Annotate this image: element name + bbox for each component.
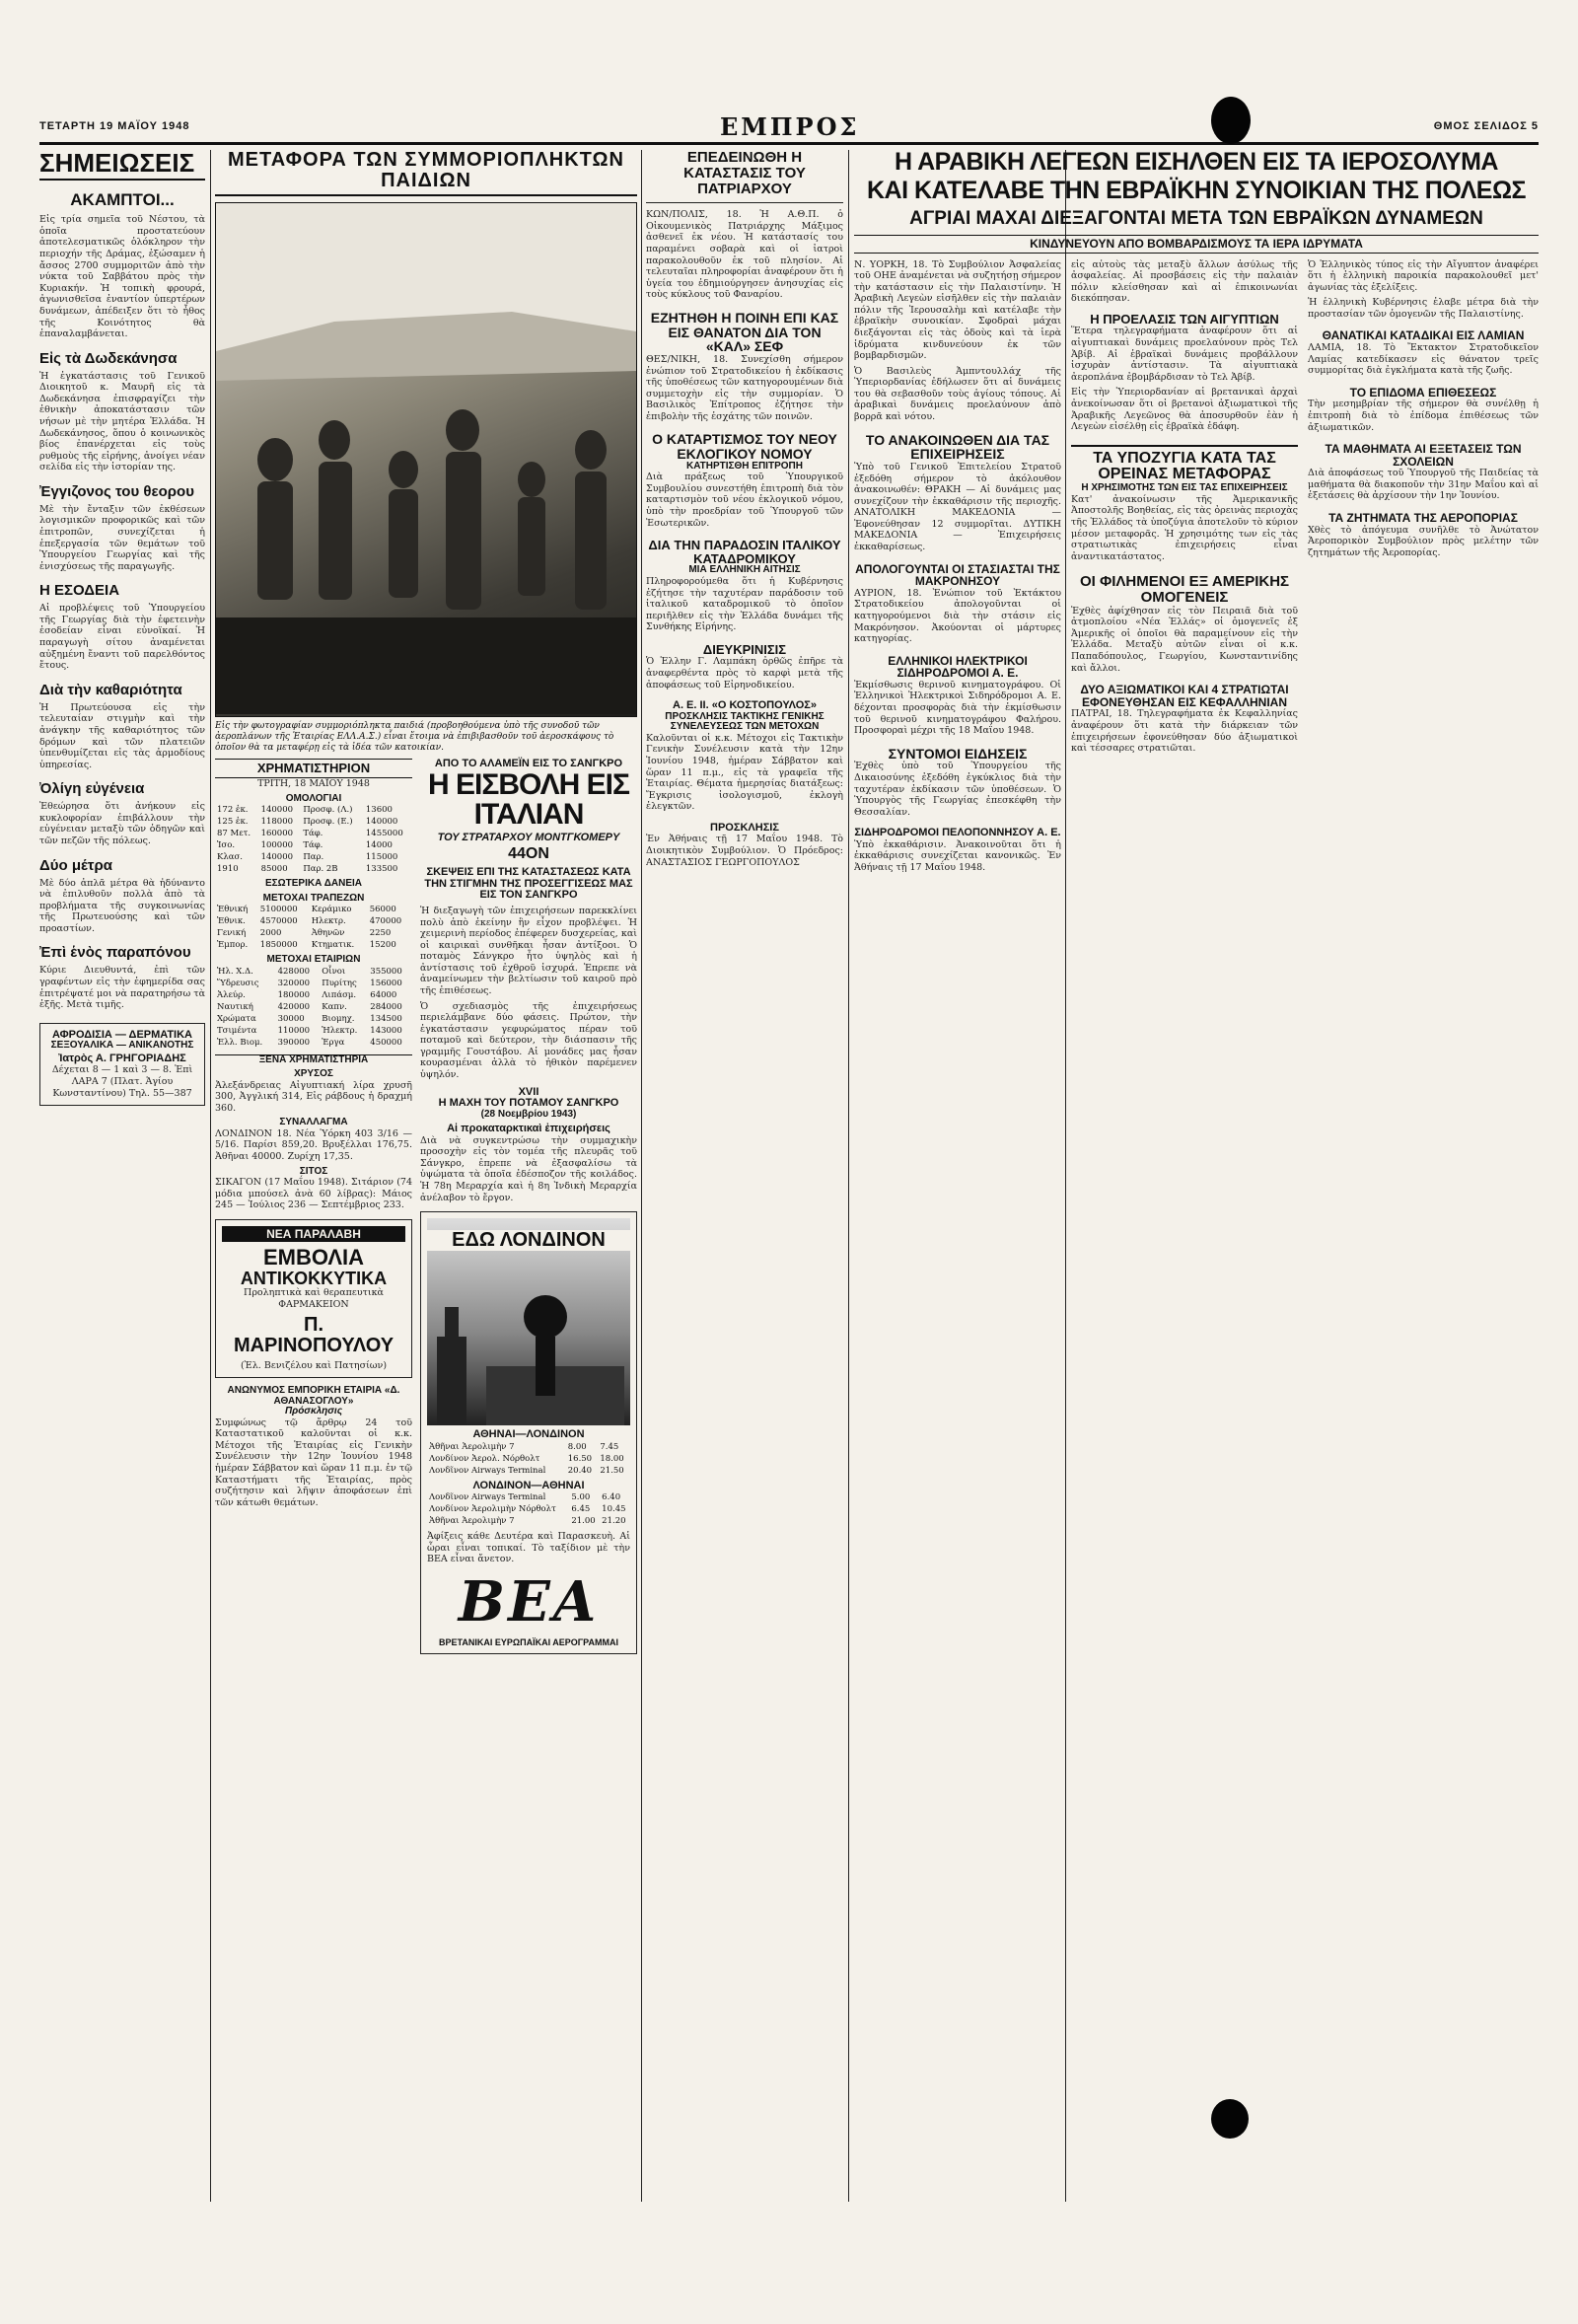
notes-text: Εἰς τρία σημεῖα τοῦ Νέστου, τὰ ὁποῖα προστατεύουν ἀποτελεσματικῶς ὁλόκληρον τὴν περιοχήν τῆς Δράμας, ἐξώσαμεν ἡ ἄσσος 2700 συμμοριτῶν ἀπὸ τὴν νύκτα τοῦ Σαββάτου πρὸς τὴν Κυριακήν. Ἡ τοπικὴ φρουρά, ἀγωνισθεῖσα ἐναντίον ὑπερτέρων δυνάμεων, ἀπέδειξεν ὅτι τὸ ἦθος τῆς Κοινότητος θὰ ἐπαναλαμβάνεται.: [39, 214, 205, 340]
company-row-cell: 284000: [370, 1001, 402, 1012]
egypt-text: Εἰς τὴν Ὑπεριορδανίαν αἱ βρετανικαὶ ἀρχαὶ ἀνεκοίνωσαν ὅτι οἱ βρετανοὶ ἀξιωματικοὶ τῆς Ἀραβικῆς Λεγεῶνος θὰ ἀποσυρθοῦν ἐὰν ἡ Λεγεὼν εἰσέλθῃ εἰς ἑβραϊκὰ ἐδάφη.: [1071, 387, 1298, 433]
rule: [646, 202, 843, 203]
column-palestine: [854, 150, 1539, 2202]
bond-row-cell: 140000: [260, 805, 294, 816]
palestine-text: Ἡ ἑλληνικὴ Κυβέρνησις ἐλαβε μέτρα διὰ τὴν προστασίαν τῶν ὁμογενῶν τῆς Παλαιστίνης.: [1308, 297, 1539, 320]
bank-row: [215, 927, 412, 939]
schedule-row-cell: 7.45: [600, 1441, 619, 1452]
montgomery-section-date: (28 Νοεμβρίου 1943): [480, 1108, 577, 1120]
bond-row-cell: 160000: [260, 829, 294, 839]
company-row-cell: 64000: [370, 989, 397, 1000]
ink-blot: [1211, 2099, 1249, 2139]
montgomery-text: Ἡ διεξαγωγὴ τῶν ἐπιχειρήσεων παρεκκλίνει πολὺ ἀπὸ ἐκείνην ἣν εἶχον προβλέψει. Ἡ χειμερινὴ περίοδος ἐπέφερεν δυσχερείας, καὶ οἱ καιρικαὶ συνθῆκαι ἦσαν ἀντίξοοι. Ὁ ποταμὸς Σάνγκρο ἦτο ὑψηλὸς καὶ ἡ ἀντίστασις τοῦ ἐχθροῦ ἰσχυρά. Ἐπρεπε νὰ ἀναμείνωμεν τὴν βελτίωσιν τοῦ καιροῦ πρὸ τῆς ἐπιθέσεως.: [420, 905, 637, 996]
schedule-row: [427, 1465, 630, 1477]
montgomery-deck: ΣΚΕΨΕΙΣ ΕΠΙ ΤΗΣ ΚΑΤΑΣΤΑΣΕΩΣ ΚΑΤΑ ΤΗΝ ΣΤΙΓΜΗΝ ΤΗΣ ΠΡΟΣΕΓΓΙΣΕΩΣ ΜΑΣ ΕΙΣ ΤΟΝ ΣΑΝΓΚΡΟ: [424, 866, 633, 902]
company-row-cell: 110000: [277, 1025, 311, 1036]
vaccine-ad-head1: ΕΜΒΟΛΙΑ: [262, 1245, 365, 1271]
palestine-col-b: [1071, 259, 1298, 874]
bond-row-cell: 13600: [365, 805, 393, 816]
bourse-banks-title: ΜΕΤΟΧΑΙ ΤΡΑΠΕΖΩΝ: [262, 892, 365, 904]
egypt-text: Ἕτερα τηλεγραφήματα ἀναφέρουν ὅτι αἱ αἰγυπτιακαὶ δυνάμεις προελαύνουν πρὸς Τελ Ἀβίβ. Αἱ ἑβραϊκαὶ δυνάμεις προβάλλουν ἰσχυρὰν ἀντίστασιν. Τὰ αἰγυπτιακὰ ἀεροπλάνα ἐβομβάρδισαν τὸ Τελ Ἀβίβ.: [1071, 326, 1298, 383]
bea-ad-title: ΕΔΩ ΛΟΝΔΙΝΟΝ: [427, 1230, 630, 1251]
bond-row-cell: 133500: [365, 864, 398, 875]
montgomery-kicker: ΑΠΟ ΤΟ ΑΛΑΜΕΪΝ ΕΙΣ ΤΟ ΣΑΝΓΚΡΟ: [434, 758, 623, 770]
montgomery-section-title: Η ΜΑΧΗ ΤΟΥ ΠΟΤΑΜΟΥ ΣΑΝΓΚΡΟ: [438, 1097, 619, 1110]
company-row: [215, 1025, 412, 1037]
bank-row-cell: Ἐθνική: [217, 905, 249, 915]
bond-row-cell: 118000: [260, 817, 294, 828]
children-photo: [215, 202, 637, 717]
communique-headline: ΤΟ ΑΝΑΚΟΙΝΩΘΕΝ ΔΙΑ ΤΑΣ ΕΠΙΧΕΙΡΗΣΕΙΣ: [865, 431, 1050, 463]
peloponnese-headline: ΣΙΔΗΡΟΔΡΟΜΟΙ ΠΕΛΟΠΟΝΝΗΣΟΥ Α. Ε.: [854, 827, 1061, 839]
banks-table: [215, 904, 412, 951]
bea-logo: BEA: [458, 1569, 600, 1635]
schedule-row-cell: Λονδῖνον Airways Terminal: [429, 1465, 546, 1476]
expatriates-text: Ἐχθὲς ἀφίχθησαν εἰς τὸν Πειραιᾶ διὰ τοῦ ἀτμοπλοίου «Νέα Ἑλλάς» οἱ ὁμογενεῖς ἐξ Ἀμερικῆς οἱ ὁποῖοι θὰ παραμείνουν εἰς τὴν Ἑλλάδα. Μεταξὺ αὐτῶν εἶναι οἱ κ.κ. Παπαδόπουλος, Γεωργίου, Κωνσταντινίδης καὶ ἄλλοι.: [1071, 605, 1298, 674]
palestine-headline-2: ΚΑΙ ΚΑΤΕΛΑΒΕ ΤΗΝ ΕΒΡΑΪΚΗΝ ΣΥΝΟΙΚΙΑΝ ΤΗΣ ΠΟΛΕΩΣ: [866, 177, 1527, 204]
bonds-table: [215, 804, 412, 875]
bank-row-cell: Γενική: [217, 928, 247, 939]
schedule-row-cell: Ἀθῆναι Ἀερολιμὴν 7: [429, 1441, 515, 1452]
palestine-headline-1: Η ΑΡΑΒΙΚΗ ΛΕΓΕΩΝ ΕΙΣΗΛΘΕΝ ΕΙΣ ΤΑ ΙΕΡΟΣΟΛΥΜΑ: [895, 150, 1498, 176]
london-skyline: [427, 1277, 630, 1425]
bourse-bonds-title: ΟΜΟΛΟΓΙΑΙ: [285, 792, 342, 804]
schedule-row-cell: 16.50: [567, 1453, 593, 1464]
bank-row-cell: Ηλεκτρ.: [311, 916, 346, 927]
bond-row: [215, 828, 412, 839]
vaccine-ad-label: ΝΕΑ ΠΑΡΑΛΑΒΗ: [222, 1226, 405, 1243]
makronisos-headline: ΑΠΟΛΟΓΟΥΝΤΑΙ ΟΙ ΣΤΑΣΙΑΣΤΑΙ ΤΗΣ ΜΑΚΡΟΝΗΣΟΥ: [855, 561, 1060, 589]
company-row: [215, 1037, 412, 1049]
palestine-text: εἰς αὐτοὺς τὰς μεταξὺ ἄλλων ἀσύλως τῆς ἀσφαλείας. Αἱ προσβάσεις εἰς τὴν παλαιὰν πόλιν κλείσθησαν καὶ αἱ ἐπικοινωνίαι διεκόπησαν.: [1071, 258, 1298, 305]
bond-row: [215, 839, 412, 851]
schedule-row: [427, 1491, 630, 1503]
notes-sub: Ἐγγιζονος του θεορου: [39, 482, 194, 500]
children-photo-figures: [216, 203, 636, 714]
company-row-cell: 320000: [277, 978, 311, 988]
route-title: ΑΘΗΝΑΙ—ΛΟΝΔΙΝΟΝ: [472, 1428, 585, 1441]
palestine-text: Ὁ Ἑλληνικὸς τύπος εἰς τὴν Αἴγυπτον ἀναφέρει ὅτι ἡ ἑλληνικὴ παροικία παρακολουθεῖ μετ' ἀγωνίας τὰς ἐξελίξεις.: [1308, 258, 1539, 293]
bond-row-cell: Παρ. 2Β: [303, 864, 338, 875]
allowance-text: Τὴν μεσημβρίαν τῆς σήμερον θὰ συνέλθῃ ἡ ἐπιτροπὴ διὰ τὸ ἐπίδομα ἐπιθέσεως τῶν ἀξιωματικῶν.: [1308, 399, 1539, 433]
wheat-title: ΣΙΤΟΣ: [299, 1165, 328, 1177]
kostopoulos-sub: ΠΡΟΣΚΛΗΣΙΣ ΤΑΚΤΙΚΗΣ ΓΕΝΙΚΗΣ ΣΥΝΕΛΕΥΣΕΩΣ ΤΩΝ ΜΕΤΟΧΩΝ: [665, 710, 825, 733]
bank-row-cell: 2250: [369, 928, 392, 939]
company-row-cell: 428000: [277, 966, 311, 977]
electoral-headline: Ο ΚΑΤΑΡΤΙΣΜΟΣ ΤΟΥ ΝΕΟΥ ΕΚΛΟΓΙΚΟΥ ΝΟΜΟΥ: [652, 431, 837, 463]
bourse-loans-title: ΕΣΩΤΕΡΙΚΑ ΔΑΝΕΙΑ: [264, 878, 363, 890]
schedule-row: [427, 1503, 630, 1515]
bond-row-cell: Κλασ.: [217, 852, 243, 863]
company-row-cell: Ἡλ. Χ.Δ.: [217, 966, 253, 977]
ink-blot: [1211, 97, 1251, 144]
company-row-cell: 156000: [370, 978, 402, 988]
masthead-date: ΤΕΤΑΡΤΗ 19 ΜΑΪΟΥ 1948: [39, 120, 190, 132]
palestine-headline-3: ΑΓΡΙΑΙ ΜΑΧΑΙ ΔΙΕΞΑΓΟΝΤΑΙ ΜΕΤΑ ΤΩΝ ΕΒΡΑΪΚΩΝ ΔΥΝΑΜΕΩΝ: [909, 208, 1483, 229]
palestine-col-c: [1308, 259, 1539, 874]
bea-logo-sub: ΒΡΕΤΑΝΙΚΑΙ ΕΥΡΩΠΑΪΚΑΙ ΑΕΡΟΓΡΑΜΜΑΙ: [439, 1637, 618, 1648]
peloponnese-text: Ὑπὸ ἐκκαθάρισιν. Ἀνακοινοῦται ὅτι ἡ ἐκκαθάρισις συνεχίζεται κανονικῶς. Ἐν Ἀθήναις τῇ 17 Μαΐου 1948.: [854, 838, 1061, 874]
palestine-text: Ὁ Βασιλεὺς Ἀμπντουλλάχ τῆς Ὑπεριορδανίας ἐδήλωσεν ὅτι αἱ δυνάμεις του θὰ σεβασθοῦν τοὺς ἁγίους τόπους. Αἱ ἀραβικαὶ δυνάμεις προελαύνουν ἀπὸ βορρᾶ καὶ νότου.: [854, 365, 1061, 423]
notes-sub: ΑΚΑΜΠΤΟΙ...: [70, 190, 175, 210]
bond-row-cell: 14000: [365, 840, 393, 851]
bank-row: [215, 915, 412, 927]
airforce-text: Χθὲς τὸ ἀπόγευμα συνῆλθε τὸ Ἀνώτατον Ἀεροπορικὸν Συμβούλιον πρὸς μελέτην τῶν ζητημάτων τῆς Ἀεροπορίας.: [1308, 524, 1539, 558]
mules-sub: Η ΧΡΗΣΙΜΟΤΗΣ ΤΩΝ ΕΙΣ ΤΑΣ ΕΠΙΧΕΙΡΗΣΕΙΣ: [1081, 482, 1288, 494]
bea-ad-note: Ἀφίξεις κάθε Δευτέρα καὶ Παρασκευὴ. Αἱ ὧραι εἶναι τοπικαί. Τὸ ταξίδιον μὲ τὴν BEA εἶναι ἄνετον.: [427, 1531, 630, 1565]
palestine-deck: ΚΙΝΔΥΝΕΥΟΥΝ ΑΠΟ ΒΟΜΒΑΡΔΙΣΜΟΥΣ ΤΑ ΙΕΡΑ ΙΔΡΥΜΑΤΑ: [854, 235, 1539, 254]
fx-title: ΣΥΝΑΛΛΑΓΜΑ: [279, 1117, 348, 1128]
company-row-cell: Ἑλλ. Βιομ.: [217, 1037, 263, 1048]
company-row-cell: Ὕδρευσις: [217, 978, 259, 988]
masthead-page: ΘΜΟΣ ΣΕΛΙΔΟΣ 5: [1433, 120, 1539, 132]
bank-row: [215, 904, 412, 915]
schedule-row-cell: 18.00: [600, 1453, 624, 1464]
cruiser-text: Πληροφορούμεθα ὅτι ἡ Κυβέρνησις ἐζήτησε τὴν ταχυτέραν παράδοσιν τοῦ ἰταλικοῦ καταδρομικοῦ τὸ ὁποῖον περιῆλθεν εἰς τὴν Ἑλλάδα δυνάμει τῆς Συνθήκης Εἰρήνης.: [646, 575, 843, 633]
company-row: [215, 989, 412, 1001]
company-row-cell: Καπν.: [322, 1001, 347, 1012]
fx-text: ΛΟΝΔΙΝΟΝ 18. Νέα Ὑόρκη 403 3/16 — 5/16. Παρίσι 859,20. Βρυξέλλαι 176,75. Ἀθῆναι 40000. Ζυρίχη 17,35.: [215, 1127, 412, 1162]
notes-text: Ἡ ἐγκατάστασις τοῦ Γενικοῦ Διοικητοῦ κ. Μαυρῆ εἰς τὰ Δωδεκάνησα ἐπισφραγίζει τὴν ἐθνικὴν ἀποκατάστασιν τῶν νήσων μὲ τὴν μητέρα Ἑλλάδα. Ἡ Δωδεκάνησος, ὅπου ὁ κοινωνικὸς βίος ἐπανέρχεται εἰς τοὺς ρυθμοὺς τῆς εἰρήνης, ἀνοίγει νέαν σελίδα εἰς τὴν ἱστορίαν της.: [39, 370, 205, 473]
bank-row-cell: Ἀθηνῶν: [311, 928, 345, 939]
schedule-row-cell: 8.00: [567, 1441, 587, 1452]
schedule-row-cell: 20.40: [567, 1465, 593, 1476]
bond-row-cell: 140000: [260, 852, 294, 863]
electoral-text: Διὰ πράξεως τοῦ Ὑπουργικοῦ Συμβουλίου συνεστήθη ἐπιτροπὴ διὰ τὸν καταρτισμὸν τοῦ νέου ἐκλογικοῦ νόμου, ὑπὸ τὴν προεδρίαν τοῦ Ὑπουργοῦ τῶν Ἐσωτερικῶν.: [646, 472, 843, 529]
company-row-cell: 355000: [370, 966, 402, 977]
notes-text: Κύριε Διευθυντά, ἐπὶ τῶν γραφέντων εἰς τὴν ἐφημερίδα σας ἐπιτρέψατέ μοι νὰ παρατηρήσω τὰ ἑξῆς. Μετὰ τιμῆς.: [39, 965, 205, 1011]
egypt-headline: Η ΠΡΟΕΛΑΣΙΣ ΤΩΝ ΑΙΓΥΠΤΙΩΝ: [1090, 311, 1279, 327]
wheat-text: ΣΙΚΑΓΟΝ (17 Μαΐου 1948). Σιτάριον (74 μόδια μπούσελ ἀνὰ 60 λίβρας): Μάιος 245 — Ἰούλιος 236 — Σεπτέμβριος 233.: [215, 1177, 412, 1211]
notes-text: Ἡ Πρωτεύουσα εἰς τὴν τελευταίαν στιγμὴν καὶ τὴν ἀνάγκην τῆς καθαριότητος τῶν δρόμων καὶ τῶν πλατειῶν ὑπενθυμίζεται εἰς τὰς ἀρμοδίους ὑπηρεσίας.: [39, 701, 205, 770]
bourse-date: ΤΡΙΤΗ, 18 ΜΑΪΟΥ 1948: [257, 778, 370, 790]
bond-row-cell: Παρ.: [303, 852, 324, 863]
bourse-section: [215, 759, 412, 1654]
bond-row-cell: 87 Μετ.: [217, 829, 251, 839]
officers-killed-text: ΠΑΤΡΑΙ, 18. Τηλεγραφήματα ἐκ Κεφαλληνίας ἀναφέρουν ὅτι κατὰ τὴν διάρκειαν τῶν ἐπιχειρήσεων ἐφονεύθησαν δύο ἀξιωματικοὶ καὶ τέσσαρες στρατιῶται.: [1071, 708, 1298, 755]
bond-row-cell: 100000: [260, 840, 294, 851]
company-row-cell: Τσιμέντα: [217, 1025, 257, 1036]
company-row-cell: Οἶνοι: [322, 966, 346, 977]
bank-row-cell: Ἐμπορ.: [217, 940, 249, 951]
railway-headline: ΕΛΛΗΝΙΚΟΙ ΗΛΕΚΤΡΙΚΟΙ ΣΙΔΗΡΟΔΡΟΜΟΙ Α. Ε.: [888, 653, 1028, 681]
brief-news-headline: ΣΥΝΤΟΜΟΙ ΕΙΔΗΣΕΙΣ: [888, 745, 1028, 762]
company-row-cell: Ἐργα: [322, 1037, 345, 1048]
vaccine-ad-small: Προληπτικὰ καὶ θεραπευτικὰ ΦΑΡΜΑΚΕΙΟΝ: [244, 1287, 384, 1310]
schedule-row-cell: 6.45: [571, 1504, 591, 1515]
schedule-row-cell: Λονδίνον Ἀερολ. Νόρθολτ: [429, 1453, 540, 1464]
montgomery-section-num: XVII: [518, 1085, 539, 1098]
route-title: ΛΟΝΔΙΝΟΝ—ΑΘΗΝΑΙ: [472, 1479, 585, 1491]
bond-row-cell: Τάφ.: [303, 829, 323, 839]
masthead: [39, 112, 1539, 145]
company-row-cell: 390000: [277, 1037, 311, 1048]
bank-row-cell: 1850000: [259, 940, 298, 951]
kostopoulos-text: Καλοῦνται οἱ κ.κ. Μέτοχοι εἰς Τακτικὴν Γενικὴν Συνέλευσιν κατὰ τὴν 12ην Ἰουνίου 1948, ἡμέραν Σάββατον καὶ ὥραν 11 π.μ., εἰς τὰ γραφεῖα τῆς Ἑταιρίας. Θέματα ἡμερησίας διατάξεως: Ἔγκρισις ἰσολογισμοῦ, ἐκλογὴ ἐλεγκτῶν.: [646, 732, 843, 813]
schedule-row-cell: 21.20: [602, 1516, 626, 1527]
schedule-row-cell: 21.50: [600, 1465, 624, 1476]
makronisos-text: ΑΥΡΙΟΝ, 18. Ἐνώπιον τοῦ Ἐκτάκτου Στρατοδικείου ἀπολογοῦνται οἱ κατηγορούμενοι διὰ τὴν στάσιν εἰς Μακρόνησον. Ἀκούονται οἱ μάρτυρες κατηγορίας.: [854, 587, 1061, 645]
notes-text: Μὲ τὴν ἔνταξιν τῶν ἐκθέσεων λογισμικῶν προφορικῶς καὶ τῶν ἐπιτροπῶν, συνεχίζεται ἡ ἐπεξεργασία τῶν θεμάτων τοῦ Ὑπουργείου Γεωργίας καὶ τῆς ἐνισχύσεως τῆς παραγωγῆς.: [39, 503, 205, 572]
company-row: [215, 978, 412, 989]
schedule-row-cell: Λονδίνον Ἀερολιμὴν Νόρθολτ: [429, 1504, 556, 1515]
bond-row-cell: Προσφ. (Ε.): [303, 817, 353, 828]
montgomery-part: 44ΟΝ: [508, 845, 549, 863]
notes-sub: Ἐπὶ ἑνὸς παραπόνου: [39, 944, 191, 962]
schools-text: Διὰ ἀποφάσεως τοῦ Ὑπουργοῦ τῆς Παιδείας τὰ μαθήματα θὰ διακοποῦν τὴν 31ην Μαΐου καὶ αἱ ἐξετάσεις θὰ ἀρχίσουν τὴν 1ην Ἰουνίου.: [1308, 468, 1539, 502]
mules-headline: ΤΑ ΥΠΟΖΥΓΙΑ ΚΑΤΑ ΤΑΣ ΟΡΕΙΝΑΣ ΜΕΤΑΦΟΡΑΣ: [1071, 445, 1298, 484]
company-row: [215, 1013, 412, 1025]
railway-text: Ἐκμίσθωσις θερινοῦ κινηματογράφου. Οἱ Ἑλληνικοὶ Ἠλεκτρικοὶ Σιδηρόδρομοι Α. Ε. δέχονται προσφορὰς διὰ τὴν ἐκμίσθωσιν τοῦ θερινοῦ κινηματογράφου Φαλήρου. Προσφοραὶ μέχρι τῆς 18 Μαΐου 1948.: [854, 679, 1061, 737]
bond-row-cell: 125 ἐκ.: [217, 817, 249, 828]
company-row-cell: Ναυτική: [217, 1001, 253, 1012]
foreign-exchanges-title: ΞΕΝΑ ΧΡΗΜΑΤΙΣΤΗΡΙΑ: [215, 1054, 412, 1066]
bank-row-cell: 4570000: [259, 916, 298, 927]
vaccine-ad-address: (Ἐλ. Βενιζέλου καὶ Πατησίων): [240, 1359, 388, 1371]
column-rule: [848, 150, 849, 2202]
communique-text: Ὑπὸ τοῦ Γενικοῦ Ἐπιτελείου Στρατοῦ ἐξεδόθη σήμερον τὸ ἀκόλουθον ἀνακοινωθέν: ΘΡΑΚΗ — Αἱ δυνάμεις μας συνεχίζουν τὴν ἐκκαθάρισιν τῆς περιοχῆς. ΑΝΑΤΟΛΙΚΗ ΜΑΚΕΔΟΝΙΑ — Ἐφονεύθησαν 12 συμμορῖται. ΔΥΤΙΚΗ ΜΑΚΕΔΟΝΙΑ — Ἐπιχειρήσεις ἐκκαθαρίσεως.: [854, 462, 1061, 553]
bourse-title: ΧΡΗΜΑΤΙΣΤΗΡΙΟΝ: [215, 759, 412, 778]
company-row-cell: Βιομηχ.: [322, 1013, 355, 1024]
montgomery-text: Ὁ σχεδιασμὸς τῆς ἐπιχειρήσεως περιελάμβανε δύο φάσεις. Πρώτον, τὴν ἐγκατάστασιν γεφυρώματος πέραν τοῦ ποταμοῦ καὶ δεύτερον, τὴν διάσπασιν τῆς γραμμῆς Γουστάβου. Αἱ μονάδες μας ἦσαν κουρασμέναι ἀλλὰ τὸ ἠθικὸν παρέμενεν ὑψηλόν.: [420, 1000, 637, 1081]
notice-head: ΑΝΩΝΥΜΟΣ ΕΜΠΟΡΙΚΗ ΕΤΑΙΡΙΑ «Δ. ΑΘΑΝΑΣΟΓΛΟΥ»: [227, 1385, 400, 1407]
bond-row-cell: Τάφ.: [303, 840, 323, 851]
bond-row-cell: 1455000: [365, 829, 403, 839]
schedule-row: [427, 1441, 630, 1453]
montgomery-headline: Η ΕΙΣΒΟΛΗ ΕΙΣ ΙΤΑΛΙΑΝ: [428, 767, 629, 831]
officers-killed-headline: ΔΥΟ ΑΞΙΩΜΑΤΙΚΟΙ ΚΑΙ 4 ΣΤΡΑΤΙΩΤΑΙ ΕΦΟΝΕΥΘΗΣΑΝ ΕΙΣ ΚΕΦΑΛΛΗΝΙΑΝ: [1080, 683, 1289, 709]
doctor-ad-hours: Δέχεται 8 — 1 καὶ 3 — 8. Ἐπὶ ΛΑΡΑ 7 (Πλατ. Ἁγίου Κωνσταντίνου) Τηλ. 55—387: [51, 1064, 193, 1099]
company-row-cell: Χρώματα: [217, 1013, 256, 1024]
notice-text: Συμφώνως τῷ ἄρθρῳ 24 τοῦ Καταστατικοῦ καλοῦνται οἱ κ.κ. Μέτοχοι τῆς Ἑταιρίας εἰς Γενικὴν Συνέλευσιν τὴν 12ην Ἰουνίου 1948 ἡμέραν Σάββατον καὶ ὥραν 11 π.μ. ἐν τῷ Καταστήματι τῆς Ἑταιρίας, πρὸς συζήτησιν καὶ λῆψιν ἀποφάσεων ἐπὶ τῶν κάτωθι θεμάτων.: [215, 1416, 412, 1508]
death-penalty-headline: ΕΖΗΤΗΘΗ Η ΠΟΙΝΗ ΕΠΙ ΚΑΣ ΕΙΣ ΘΑΝΑΤΟΝ ΔΙΑ ΤΟΝ «ΚΑΛ» ΣΕΦ: [650, 309, 839, 355]
notice-sub: Πρόσκλησις: [284, 1406, 343, 1417]
bond-row: [215, 816, 412, 828]
gold-title: ΧΡΥΣΟΣ: [294, 1068, 333, 1080]
bond-row: [215, 804, 412, 816]
column-rule: [210, 150, 211, 2202]
patriarch-text: ΚΩΝ/ΠΟΛΙΣ, 18. Ἡ Α.Θ.Π. ὁ Οἰκουμενικὸς Πατριάρχης Μάξιμος ἀσθενεῖ ἐκ νέου. Ἡ κατάστασίς του παραμένει σοβαρὰ καὶ οἱ ἰατροὶ παρακολουθοῦν ἐκ τοῦ πλησίον. Αἱ τελευταῖαι πληροφορίαι ἀναφέρουν ὅτι ἡ ὑγεία του ἐδημιούργησεν ἀνησυχίας εἰς τοὺς κύκλους τοῦ Φαναρίου.: [646, 209, 843, 301]
bond-row-cell: 115000: [365, 852, 398, 863]
schedule-row-cell: 6.40: [602, 1492, 621, 1503]
bank-row: [215, 939, 412, 951]
invitation-headline: ΠΡΟΣΚΛΗΣΙΣ: [710, 821, 779, 834]
notes-sub: Εἰς τὰ Δωδεκάνησα: [39, 349, 178, 367]
bond-row-cell: 85000: [260, 864, 288, 875]
bank-row-cell: 470000: [369, 916, 402, 927]
notes-text: Μὲ δύο ἀπλᾶ μέτρα θὰ ἠδύναντο νὰ ἐπιλυθοῦν πολλὰ ἀπὸ τὰ προβλήματα τῆς συγκοινωνίας τῆς Πρωτευούσης καὶ τῶν προαστίων.: [39, 877, 205, 934]
company-row: [215, 1001, 412, 1013]
bank-row-cell: Κτηματικ.: [311, 940, 355, 951]
column-news: [646, 150, 843, 2202]
expatriates-headline: ΟΙ ΦΙΛΗΜΕΝΟΙ ΕΞ ΑΜΕΡΙΚΗΣ ΟΜΟΓΕΝΕΙΣ: [1079, 573, 1290, 606]
bond-row-cell: 140000: [365, 817, 398, 828]
montgomery-byline: ΤΟΥ ΣΤΡΑΤΑΡΧΟΥ ΜΟΝΤΓΚΟΜΕΡΥ: [437, 831, 620, 843]
brief-news-text: Ἐχθὲς ὑπὸ τοῦ Ὑπουργείου τῆς Δικαιοσύνης ἐξεδόθη ἐγκύκλιος διὰ τὴν ταχυτέραν ἐκδίκασιν τῶν ὑποθέσεων. Ὁ Ὑπουργὸς τῆς Γεωργίας ἐπεσκέφθη τὴν Θεσσαλίαν.: [854, 761, 1061, 818]
mules-text: Κατ' ἀνακοίνωσιν τῆς Ἀμερικανικῆς Ἀποστολῆς Βοηθείας, εἰς τὰς ὀρεινὰς περιοχὰς τῆς Ἑλλάδος τὰ ὑποζύγια ἀποτελοῦν τὸ κύριον μέσον μεταφορᾶς. Ἡ χρησιμότης των εἰς τὰς στρατιωτικὰς ἐπιχειρήσεις εἶναι ἀναντικατάστατος.: [1071, 493, 1298, 562]
notes-sub: Δύο μέτρα: [39, 856, 112, 874]
invitation-text: Ἐν Ἀθήναις τῇ 17 Μαΐου 1948. Τὸ Διοικητικὸν Συμβούλιον. Ὁ Πρόεδρος: ΑΝΑΣΤΑΣΙΟΣ ΓΕΩΡΓΟΠΟΥΛΟΣ: [646, 834, 843, 868]
bond-row-cell: 172 ἐκ.: [217, 805, 249, 816]
gold-text: Ἀλεξάνδρειας Αἰγυπτιακή λίρα χρυσῆ 300, Ἀγγλική 314, Εἰς ράβδους ἡ δραχμή 360.: [215, 1079, 412, 1114]
bond-row: [215, 863, 412, 875]
column-notes: [39, 150, 205, 2202]
vaccine-ad: [215, 1219, 412, 1378]
notes-text: Αἱ προβλέψεις τοῦ Ὑπουργείου τῆς Γεωργίας διὰ τὴν ἐφετεινὴν ἐσοδείαν εἶναι εὐνοϊκαί. Ἡ παραγωγὴ σίτου ἀναμένεται αὐξημένη ἔναντι τοῦ παρελθόντος ἔτους.: [39, 603, 205, 672]
bank-row-cell: 15200: [369, 940, 396, 951]
clarification-text: Ὁ Ἑλλην Γ. Λαμπάκη ὀρθῶς ἐπῆρε τὰ ἀναφερθέντα πρὸς τὸ καρφὶ μετὰ τῆς ἀποφάσεως τοῦ Εἰρηνοδικείου.: [646, 656, 843, 690]
clarification-headline: ΔΙΕΥΚΡΙΝΙΣΙΣ: [702, 641, 787, 657]
schools-headline: ΤΑ ΜΑΘΗΜΑΤΑ ΑΙ ΕΞΕΤΑΣΕΙΣ ΤΩΝ ΣΧΟΛΕΙΩΝ: [1325, 442, 1522, 469]
palestine-text: Ν. ΥΟΡΚΗ, 18. Τὸ Συμβούλιον Ἀσφαλείας τοῦ ΟΗΕ ἀναμένεται νὰ συζητήσῃ σήμερον τὴν κατάστασιν εἰς τὴν Παλαιστίνην. Ἡ Ἀραβικὴ Λεγεὼν εἰσῆλθεν εἰς τὴν παλαιὰν πόλιν τῆς Ἰερουσαλὴμ καὶ κατέλαβε τὴν ἑβραϊκὴν συνοικίαν. Σφοδραὶ μάχαι διεξάγονται εἰς τὰς ὁδοὺς καὶ τὰ ἱερὰ ἱδρύματα κινδυνεύουν ἐκ τῶν βομβαρδισμῶν.: [854, 258, 1061, 362]
bank-row-cell: 2000: [259, 928, 282, 939]
doctor-ad-head: ΑΦΡΟΔΙΣΙΑ — ΔΕΡΜΑΤΙΚΑ: [52, 1028, 192, 1041]
bank-row-cell: Ἐθνικ.: [217, 916, 246, 927]
company-row-cell: Ἀλεύρ.: [217, 989, 246, 1000]
company-row: [215, 966, 412, 978]
bond-row-cell: 1910: [217, 864, 239, 875]
palestine-col-a: [854, 259, 1061, 874]
doctor-ad-sub: ΣΕΞΟΥΑΛΙΚΑ — ΑΝΙΚΑΝΟΤΗΣ: [50, 1040, 194, 1052]
bond-row: [215, 851, 412, 863]
column-rule: [641, 150, 642, 2202]
schedule-table: [427, 1441, 630, 1477]
lamia-headline: ΘΑΝΑΤΙΚΑΙ ΚΑΤΑΔΙΚΑΙ ΕΙΣ ΛΑΜΙΑΝ: [1322, 328, 1525, 343]
bea-ad: [420, 1211, 637, 1654]
bond-row-cell: Προσφ. (Λ.): [303, 805, 353, 816]
kostopoulos-headline: Α. Ε. ΙΙ. «Ο ΚΟΣΤΟΠΟΥΛΟΣ»: [673, 699, 817, 712]
schedule-row-cell: 5.00: [571, 1492, 591, 1503]
schedule-row-cell: 10.45: [602, 1504, 626, 1515]
vaccine-ad-name: Π. ΜΑΡΙΝΟΠΟΥΛΟΥ: [233, 1313, 394, 1356]
notes-sub: Ὀλίγη εὐγένεια: [39, 780, 145, 798]
companies-table: [215, 966, 412, 1049]
schedule-row-cell: Λονδῖνον Airways Terminal: [429, 1492, 546, 1503]
doctor-ad: [39, 1023, 205, 1106]
company-row-cell: 134500: [370, 1013, 402, 1024]
cruiser-headline: ΔΙΑ ΤΗΝ ΠΑΡΑΔΟΣΙΝ ΙΤΑΛΙΚΟΥ ΚΑΤΑΔΡΟΜΙΚΟΥ: [648, 538, 841, 566]
schedule-row-cell: Ἀθῆναι Ἀερολιμὴν 7: [429, 1516, 515, 1527]
vaccine-ad-head2: ΑΝΤΙΚΟΚΚΥΤΙΚΑ: [240, 1268, 388, 1288]
montgomery-section: [420, 759, 637, 1654]
children-headline: ΜΕΤΑΦΟΡΑ ΤΩΝ ΣΥΜΜΟΡΙΟΠΛΗΚΤΩΝ ΠΑΙΔΙΩΝ: [215, 150, 637, 196]
schedule-table: [427, 1491, 630, 1527]
company-row-cell: 180000: [277, 989, 311, 1000]
london-illustration: [427, 1218, 630, 1425]
allowance-headline: ΤΟ ΕΠΙΔΟΜΑ ΕΠΙΘΕΣΕΩΣ: [1349, 385, 1497, 399]
company-row-cell: Πυρίτης: [322, 978, 357, 988]
bond-row-cell: Ἰσο.: [217, 840, 236, 851]
bank-row-cell: 56000: [369, 905, 396, 915]
company-row-cell: 143000: [370, 1025, 402, 1036]
company-row-cell: 420000: [277, 1001, 311, 1012]
bank-row-cell: 5100000: [259, 905, 298, 915]
company-row-cell: Ἠλεκτρ.: [322, 1025, 358, 1036]
schedule-row: [427, 1453, 630, 1465]
patriarch-headline: ΕΠΕΔΕΙΝΩΘΗ Η ΚΑΤΑΣΤΑΣΙΣ ΤΟΥ ΠΑΤΡΙΑΡΧΟΥ: [683, 150, 806, 197]
montgomery-text: Διὰ νὰ συγκεντρώσω τὴν συμμαχικὴν προσοχὴν εἰς τὸν τομέα τῆς πλευρᾶς τοῦ Σάνγκρο, ἐπρεπε νὰ ἐξασφαλίσω τὰ ὑψώματα τὰ ὁποῖα ἐδέσποζον τῆς κοιλάδος. Ἡ 78η Μεραρχία καὶ ἡ 8η Ἰνδικὴ Μεραρχία ἀνέλαβον τὸ ἔργον.: [420, 1134, 637, 1203]
masthead-title: ΕΜΠΡΟΣ: [720, 112, 860, 141]
company-row-cell: 30000: [277, 1013, 305, 1024]
children-caption: Εἰς τὴν φωτογραφίαν συμμοριόπληκτα παιδιά (προβοηθούμενα ὑπὸ τῆς συνοδοῦ τῶν ἀεροπλάνων τῆς Ἑταιρίας ΕΛΛ.Α.Σ.) εἶναι ἕτοιμα νὰ ἐπιβιβασθοῦν τοῦ ἀεροσκάφους τὸ ὁποῖον θὰ τα μεταφέρῃ εἰς τὰ ἰδέα τῶν κατοικίαν.: [215, 721, 614, 753]
electoral-sub: ΚΑΤΗΡΤΙΣΘΗ ΕΠΙΤΡΟΠΗ: [686, 460, 803, 472]
notes-title: ΣΗΜΕΙΩΣΕΙΣ: [39, 150, 205, 181]
column-children-transport: [215, 150, 637, 2202]
notes-sub: Η ΕΣΟΔΕΙΑ: [39, 582, 120, 600]
lamia-text: ΛΑΜΙΑ, 18. Τὸ Ἔκτακτον Στρατοδικεῖον Λαμίας κατεδίκασεν εἰς θάνατον τρεῖς συμμορίτας διὰ ἐγκλήματα κατὰ τῆς ζωῆς.: [1308, 342, 1539, 377]
montgomery-section-sub: Αἱ προκαταρκτικαὶ ἐπιχειρήσεις: [447, 1123, 610, 1135]
death-penalty-text: ΘΕΣ/ΝΙΚΗ, 18. Συνεχίσθη σήμερον ἐνώπιον τοῦ Στρατοδικείου ἡ ἐκδίκασις τῆς ὑποθέσεως τῶν κατηγορουμένων διὰ συμμετοχὴν εἰς τὴν συμμορίαν. Ὁ Βασιλικὸς Ἐπίτροπος ἐζήτησε τὴν ἐπιβολὴν τῆς ἐσχάτης τῶν ποινῶν.: [646, 353, 843, 422]
notes-text: Ἐθεώρησα ὅτι ἀνήκουν εἰς κυκλοφορίαν ἐπιβάλλουν τὴν εὐγένειαν μεταξὺ τῶν ὁδηγῶν καὶ τῶν πεζῶν τῆς πόλεως.: [39, 801, 205, 846]
notes-sub: Διὰ τὴν καθαριότητα: [39, 681, 182, 698]
company-row-cell: 450000: [370, 1037, 402, 1048]
cruiser-sub: ΜΙΑ ΕΛΛΗΝΙΚΗ ΑΙΤΗΣΙΣ: [688, 564, 801, 576]
bourse-companies-title: ΜΕΤΟΧΑΙ ΕΤΑΙΡΙΩΝ: [266, 954, 361, 966]
doctor-ad-name: Ἰατρὸς Α. ΓΡΗΓΟΡΙΑΔΗΣ: [58, 1052, 186, 1064]
bank-row-cell: Κεράμικο: [311, 905, 352, 915]
airforce-headline: ΤΑ ΖΗΤΗΜΑΤΑ ΤΗΣ ΑΕΡΟΠΟΡΙΑΣ: [1328, 511, 1518, 525]
company-row-cell: Λιπάσμ.: [322, 989, 357, 1000]
schedule-row: [427, 1515, 630, 1527]
schedule-row-cell: 21.00: [571, 1516, 596, 1527]
